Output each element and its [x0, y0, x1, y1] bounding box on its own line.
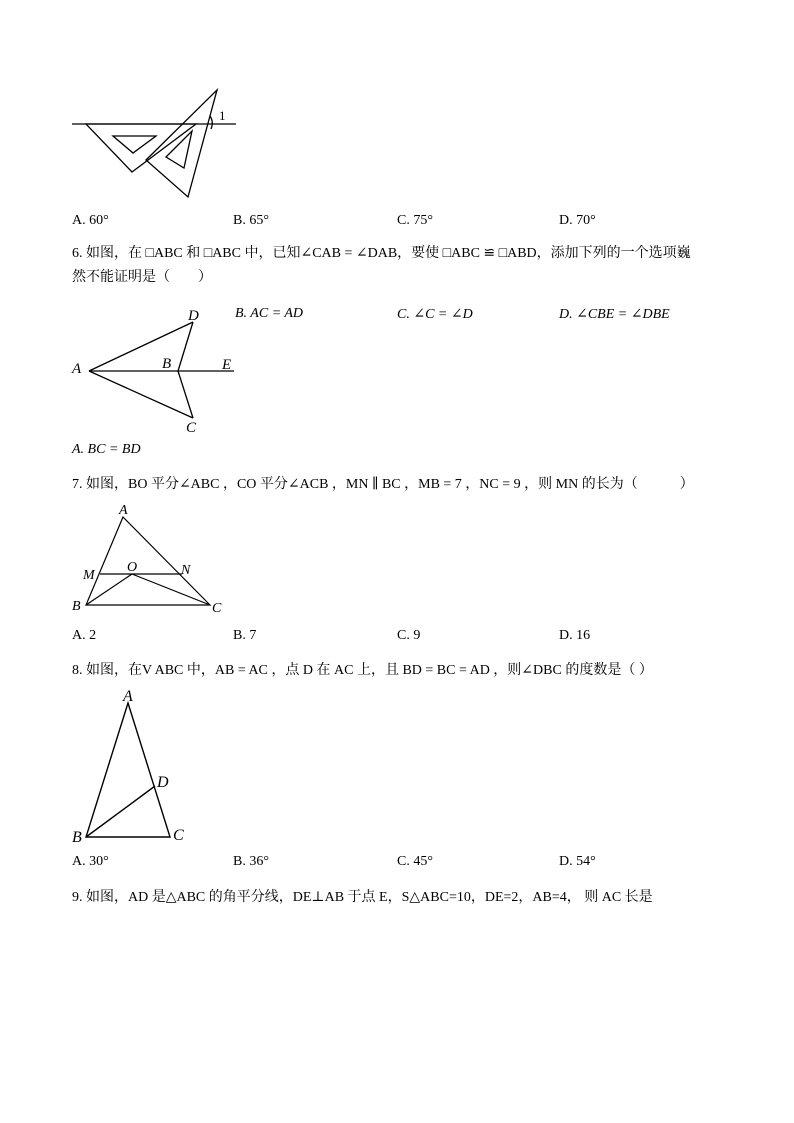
q6-option-a[interactable]: A. BC = BD — [72, 442, 141, 457]
q8-question: 8. 如图，在V ABC 中，AB = AC ，点 D 在 AC 上，且 BD = BC = AD ，则∠DBC 的度数是（ ） — [72, 663, 653, 678]
q8-label-b: B — [72, 829, 82, 846]
q6-label-a: A — [72, 361, 82, 377]
q5-option-a[interactable]: A. 60° — [72, 213, 109, 228]
q7-label-m: M — [83, 568, 95, 583]
q6-label-d: D — [188, 308, 199, 324]
q6-option-b[interactable]: B. AC = AD — [235, 306, 304, 321]
q8-option-b[interactable]: B. 36° — [233, 854, 269, 869]
q6-option-d[interactable]: D. ∠CBE = ∠DBE — [559, 307, 670, 322]
q8-label-a: A — [123, 688, 133, 705]
q6-question-line-2: 然不能证明是（ ） — [72, 270, 212, 285]
q9-question: 9. 如图，AD 是△ABC 的角平分线，DE⊥AB 于点 E，S△ABC=10，DE=2，AB=4， 则 AC 长是 — [72, 890, 653, 905]
q7-question: 7. 如图，BO 平分∠ABC ，CO 平分∠ACB ，MN ∥ BC ，MB = 7 ，NC = 9 ，则 MN 的长为（ ） — [72, 477, 694, 492]
q7-label-n: N — [181, 563, 191, 578]
q5-option-c[interactable]: C. 75° — [397, 213, 433, 228]
q8-label-c: C — [173, 827, 184, 844]
q8-option-d[interactable]: D. 54° — [559, 854, 596, 869]
q5-angle-1-label: 1 — [219, 108, 226, 123]
q5-option-b[interactable]: B. 65° — [233, 213, 269, 228]
q6-label-e: E — [222, 357, 232, 373]
q5-option-d[interactable]: D. 70° — [559, 213, 596, 228]
q7-option-b[interactable]: B. 7 — [233, 628, 257, 643]
q8-triangle-abc — [86, 703, 170, 837]
q7-label-o: O — [127, 560, 138, 575]
q8-label-d: D — [157, 774, 169, 791]
q8-line-bd — [86, 786, 155, 837]
q6-label-b: B — [162, 356, 172, 372]
q8-option-a[interactable]: A. 30° — [72, 854, 109, 869]
q8-option-c[interactable]: C. 45° — [397, 854, 433, 869]
q6-question-line-1: 6. 如图，在 □ABC 和 □ABC 中，已知∠CAB = ∠DAB，要使 □ABC ≌ □ABD，添加下列的一个选项巍 — [72, 246, 691, 261]
q7-label-b: B — [72, 599, 81, 614]
q7-option-d[interactable]: D. 16 — [559, 628, 591, 643]
q7-label-c: C — [212, 601, 222, 616]
q6-option-c[interactable]: C. ∠C = ∠D — [397, 307, 473, 322]
q7-option-c[interactable]: C. 9 — [397, 628, 421, 643]
q7-label-a: A — [119, 503, 128, 518]
q6-label-c: C — [186, 420, 197, 436]
q7-option-a[interactable]: A. 2 — [72, 628, 97, 643]
